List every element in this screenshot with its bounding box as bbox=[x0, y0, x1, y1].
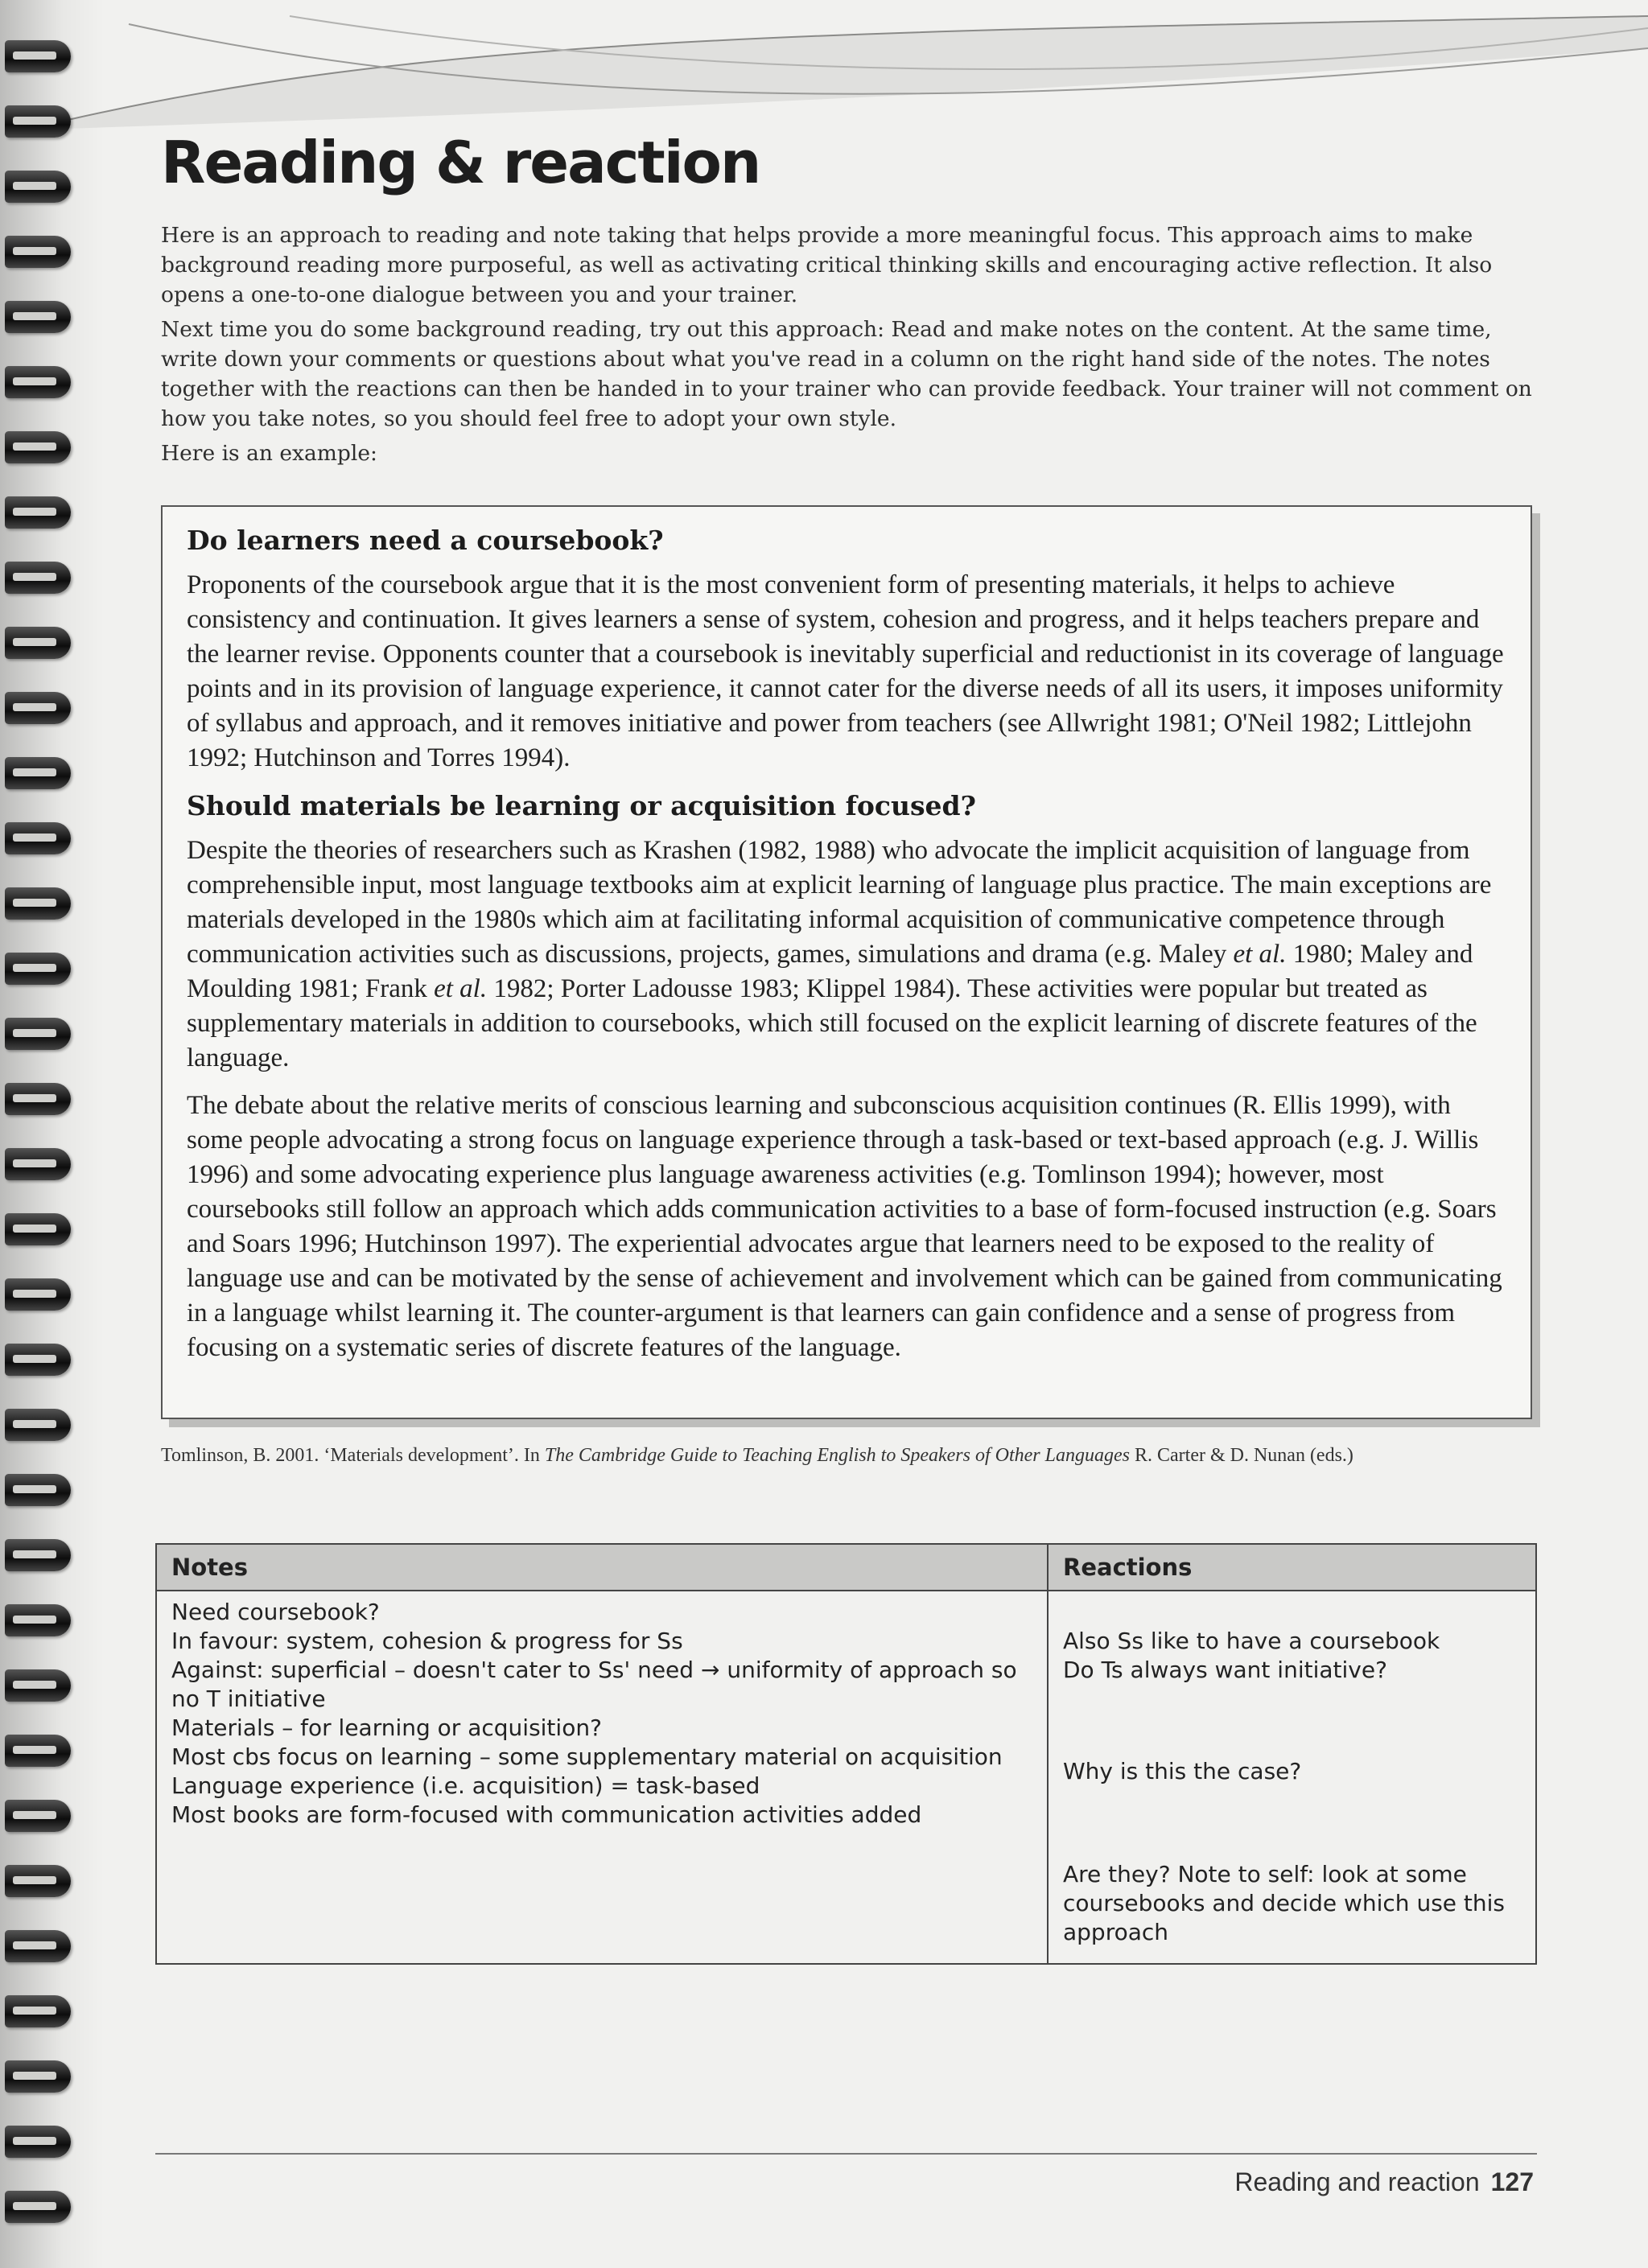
note-line: In favour: system, cohesion & progress for Ss bbox=[171, 1628, 683, 1654]
intro-paragraph: Here is an example: bbox=[161, 441, 377, 466]
intro-paragraph: Here is an approach to reading and note taking that helps provide a more meaningful focus. This approach aims to make background reading more purposeful, as well as activating critical thinking skills and encouraging active reflection. It also opens a one-to-one dialogue between you and your trainer. bbox=[161, 223, 1493, 307]
binding-coil bbox=[5, 1669, 71, 1702]
binding-coil bbox=[5, 1865, 71, 1897]
citation-book-title: The Cambridge Guide to Teaching English to Speakers of Other Languages bbox=[544, 1445, 1130, 1466]
note-line: Most books are form-focused with communication activities added bbox=[171, 1801, 922, 1828]
excerpt-paragraph: The debate about the relative merits of conscious learning and subconscious acquisition continues (R. Ellis 1999), with some people advocating a strong focus on language experience through a task-based or text-based approach (e.g. J. Willis 1996) and some advocating experience plus language awareness activities (e.g. Tomlinson 1994); however, most coursebooks still follow an approach which adds communication activities to a base of form-focused instruction (e.g. Soars and Soars 1996; Hutchinson 1997). The experiential advocates argue that learners need to be exposed to the reality of language use and can be motivated by the sense of achievement and involvement which can be gained from communicating in a language whilst learning it. The counter-argument is that learners can gain confidence and a sense of progress from focusing on a systematic series of discrete features of the language. bbox=[187, 1091, 1502, 1362]
reaction-line: Why is this the case? bbox=[1063, 1758, 1302, 1784]
intro-text bbox=[161, 220, 1545, 473]
binding-coil bbox=[5, 887, 71, 920]
excerpt-box bbox=[161, 505, 1532, 1419]
binding-coil bbox=[5, 2191, 71, 2223]
binding-coil bbox=[5, 1148, 71, 1180]
excerpt-text: Despite the theories of researchers such as Krashen (1982, 1988) who advocate the implicit acquisition of language from comprehensible input, most language textbooks aim at explicit learning of language plus practice. The main exceptions are materials developed in the 1980s which aim at facilitating informal acquisition of communicative competence through communication activities such as discussions, projects, games, simulations and drama (e.g. Maley bbox=[187, 836, 1492, 969]
reactions-header: Reactions bbox=[1048, 1544, 1536, 1591]
binding-coil bbox=[5, 1409, 71, 1441]
excerpt-paragraph: Proponents of the coursebook argue that it is the most convenient form of presenting materials, it helps to achieve consistency and continuation. It gives learners a sense of system, cohesion and progress, and it helps teachers prepare and the learner revise. Opponents counter that a coursebook is inevitably superficial and reductionist in its coverage of language points and in its provision of language experience, it cannot cater for the diverse needs of all its users, it imposes uniformity of syllabus and approach, and it removes initiative and power from teachers (see Allwright 1981; O'Neil 1982; Littlejohn 1992; Hutchinson and Torres 1994). bbox=[187, 570, 1504, 772]
spiral-binding bbox=[0, 24, 80, 2261]
footer-section: Reading and reaction bbox=[1234, 2167, 1480, 2196]
header-swoosh bbox=[48, 0, 1648, 137]
binding-coil bbox=[5, 692, 71, 724]
binding-coil bbox=[5, 1474, 71, 1506]
note-line: Most cbs focus on learning – some supplementary material on acquisition bbox=[171, 1743, 1003, 1770]
binding-coil bbox=[5, 627, 71, 659]
note-line: Against: superficial – doesn't cater to Ss' need → uniformity of approach so no T initiative bbox=[171, 1657, 1017, 1712]
excerpt-italic: et al. bbox=[434, 974, 488, 1003]
excerpt-text: 1982; Porter Ladousse 1983; Klippel 1984). These activities were popular but treated as supplementary materials in addition to coursebooks, which still focused on the explicit learning of discrete features of the language. bbox=[187, 974, 1477, 1072]
binding-coil bbox=[5, 171, 71, 203]
binding-coil bbox=[5, 1539, 71, 1571]
excerpt-heading: Should materials be learning or acquisition focused? bbox=[187, 790, 976, 821]
binding-coil bbox=[5, 1735, 71, 1767]
binding-coil bbox=[5, 757, 71, 789]
excerpt-heading: Do learners need a coursebook? bbox=[187, 525, 664, 556]
binding-coil bbox=[5, 366, 71, 398]
binding-coil bbox=[5, 301, 71, 333]
citation-text: Tomlinson, B. 2001. ‘Materials development’. In bbox=[161, 1445, 545, 1466]
binding-coil bbox=[5, 105, 71, 138]
excerpt-italic: et al. bbox=[1233, 940, 1287, 969]
reaction-line: Are they? Note to self: look at some coursebooks and decide which use this approach bbox=[1063, 1861, 1506, 1945]
binding-coil bbox=[5, 1278, 71, 1311]
page-title: Reading & reaction bbox=[161, 129, 760, 196]
binding-coil bbox=[5, 1083, 71, 1115]
reaction-line: Also Ss like to have a coursebook bbox=[1063, 1628, 1440, 1654]
binding-coil bbox=[5, 953, 71, 985]
binding-coil bbox=[5, 236, 71, 268]
binding-coil bbox=[5, 2060, 71, 2093]
intro-paragraph: Next time you do some background reading, try out this approach: Read and make notes on the content. At the same time, write down your comments or questions about what you've read in a column on the right hand side of the notes. The notes together with the reactions can then be handed in to your trainer who can provide feedback. Your trainer will not comment on how you take notes, so you should feel free to adopt your own style. bbox=[161, 317, 1532, 431]
binding-coil bbox=[5, 1018, 71, 1050]
binding-coil bbox=[5, 496, 71, 529]
source-citation bbox=[161, 1445, 1545, 1467]
spacer bbox=[1063, 1786, 1521, 1860]
binding-coil bbox=[5, 562, 71, 594]
binding-coil bbox=[5, 1800, 71, 1832]
spacer bbox=[1063, 1685, 1521, 1757]
footer-rule bbox=[155, 2153, 1537, 2155]
note-line: Language experience (i.e. acquisition) = task-based bbox=[171, 1772, 760, 1799]
page-number: 127 bbox=[1490, 2167, 1534, 2196]
reaction-line: Do Ts always want initiative? bbox=[1063, 1657, 1387, 1683]
note-line: Need coursebook? bbox=[171, 1599, 380, 1625]
binding-coil bbox=[5, 1604, 71, 1636]
notes-reactions-table bbox=[155, 1543, 1537, 1965]
binding-coil bbox=[5, 1344, 71, 1376]
binding-coil bbox=[5, 1995, 71, 2027]
table-row bbox=[156, 1591, 1536, 1964]
reactions-cell bbox=[1048, 1591, 1536, 1964]
binding-coil bbox=[5, 40, 71, 72]
binding-coil bbox=[5, 2126, 71, 2158]
excerpt-text: 1980; Maley and Moulding 1981; Frank bbox=[187, 940, 1473, 1003]
spacer bbox=[171, 1830, 1032, 1838]
notes-cell bbox=[156, 1591, 1048, 1964]
binding-coil bbox=[5, 1930, 71, 1962]
binding-coil bbox=[5, 822, 71, 854]
spacer bbox=[1063, 1598, 1521, 1627]
table-header-row bbox=[156, 1544, 1536, 1591]
excerpt-paragraph bbox=[187, 834, 1506, 1076]
notes-header: Notes bbox=[156, 1544, 1048, 1591]
binding-coil bbox=[5, 1213, 71, 1245]
note-line: Materials – for learning or acquisition? bbox=[171, 1714, 602, 1741]
page-footer bbox=[1234, 2167, 1534, 2197]
citation-text: R. Carter & D. Nunan (eds.) bbox=[1129, 1445, 1353, 1466]
binding-coil bbox=[5, 431, 71, 463]
